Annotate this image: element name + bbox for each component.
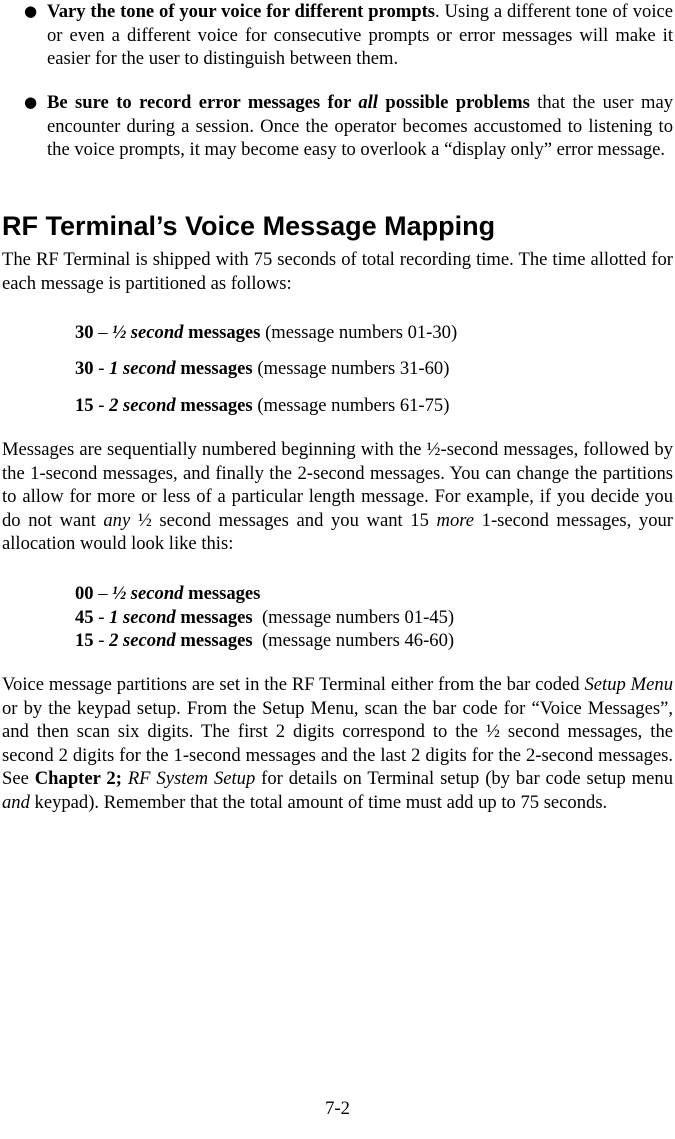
page-number: 7-2 <box>325 1098 350 1119</box>
messages-word: messages <box>175 630 253 651</box>
bullet-icon: ● <box>24 2 38 20</box>
bullet-text: . Using a different tone of voice or even a different voice for consecutive prompts or error messages will make it easier for the user to distinguish between them. <box>47 1 674 69</box>
message-length: ½ second <box>112 322 184 343</box>
message-range: (message numbers 31-60) <box>252 358 450 379</box>
bullet-bold-lead: Be sure to record error messages for <box>47 92 359 113</box>
sequence-paragraph <box>2 438 673 556</box>
emphasis-setup-menu: Setup Menu <box>584 674 673 695</box>
separator: - <box>93 358 110 379</box>
allocation-line <box>75 394 449 418</box>
messages-word: messages <box>175 607 253 628</box>
example-allocation-line <box>75 582 260 606</box>
paragraph-text: 1-second messages, your allocation would look like this: <box>2 509 673 554</box>
paragraph-text: Messages are sequentially numbered beginning with the ½-second messages, followed by the 1-second messages, and finally the 2-second messages. You can change the partitions to allow for more or less of a particular length message. For example, if you decide you do not want <box>2 439 673 531</box>
bullet-icon: ● <box>24 93 38 111</box>
intro-paragraph: The RF Terminal is shipped with 75 seconds of total recording time. The time allotted for each message is partitioned as follows: <box>2 249 673 294</box>
messages-word: messages <box>183 322 261 343</box>
bullet-error-messages <box>47 91 673 162</box>
paragraph-text: ½ second messages and you want 15 <box>130 509 437 531</box>
message-length: 2 second <box>109 395 176 416</box>
bullet-vary-tone <box>47 0 673 71</box>
separator: - <box>93 607 110 628</box>
section-heading: RF Terminal’s Voice Message Mapping <box>2 211 496 241</box>
message-count: 30 <box>75 358 94 379</box>
emphasis-rf-system-setup: RF System Setup <box>127 768 256 789</box>
message-count: 45 <box>75 607 94 628</box>
bullet-emphasis: all <box>358 92 378 113</box>
emphasis-any: any <box>103 509 131 531</box>
message-range: (message numbers 61-75) <box>252 395 450 416</box>
message-count: 30 <box>75 322 94 343</box>
message-length: 2 second <box>109 630 176 651</box>
separator: – <box>93 583 113 604</box>
message-count: 00 <box>75 583 94 604</box>
bullet-bold-lead-end: possible problems <box>377 92 530 113</box>
paragraph-text: keypad). Remember that the total amount of time must add up to 75 seconds. <box>29 791 608 813</box>
paragraph-text: Voice message partitions are set in the RF Terminal either from the bar coded <box>2 674 585 695</box>
message-range: (message numbers 01-45) <box>252 607 455 628</box>
bullet-text: that the user may encounter during a session. Once the operator becomes accustomed to listening to the voice prompts, it may become easy to overlook a “display only” error message. <box>47 92 673 160</box>
message-range: (message numbers 01-30) <box>260 322 458 343</box>
message-length: 1 second <box>109 607 176 628</box>
message-range: (message numbers 46-60) <box>252 630 455 651</box>
allocation-line <box>75 321 457 345</box>
separator: - <box>93 395 110 416</box>
chapter-reference: Chapter 2; <box>34 768 122 789</box>
message-count: 15 <box>75 630 94 651</box>
emphasis-more: more <box>436 509 475 531</box>
message-length: 1 second <box>109 358 176 379</box>
message-length: ½ second <box>112 583 184 604</box>
allocation-line <box>75 357 449 381</box>
setup-paragraph <box>2 673 673 814</box>
separator: – <box>93 322 113 343</box>
separator: - <box>93 630 110 651</box>
paragraph-text: or by the keypad setup. From the Setup Menu, scan the bar code for “Voice Messages”, and then scan six digits. The first 2 digits correspond to the ½ second messages, the second 2 digits for the 1-second messages and the last 2 digits for the 2-second messages. See <box>2 697 673 789</box>
message-count: 15 <box>75 395 94 416</box>
messages-word: messages <box>175 358 253 379</box>
messages-word: messages <box>183 583 261 604</box>
emphasis-and: and <box>2 791 30 813</box>
example-allocation-line <box>75 629 454 653</box>
example-allocation-line <box>75 606 454 630</box>
paragraph-text: for details on Terminal setup (by bar code setup menu <box>255 768 673 789</box>
messages-word: messages <box>175 395 253 416</box>
bullet-bold-lead: Vary the tone of your voice for different prompts <box>47 1 436 22</box>
